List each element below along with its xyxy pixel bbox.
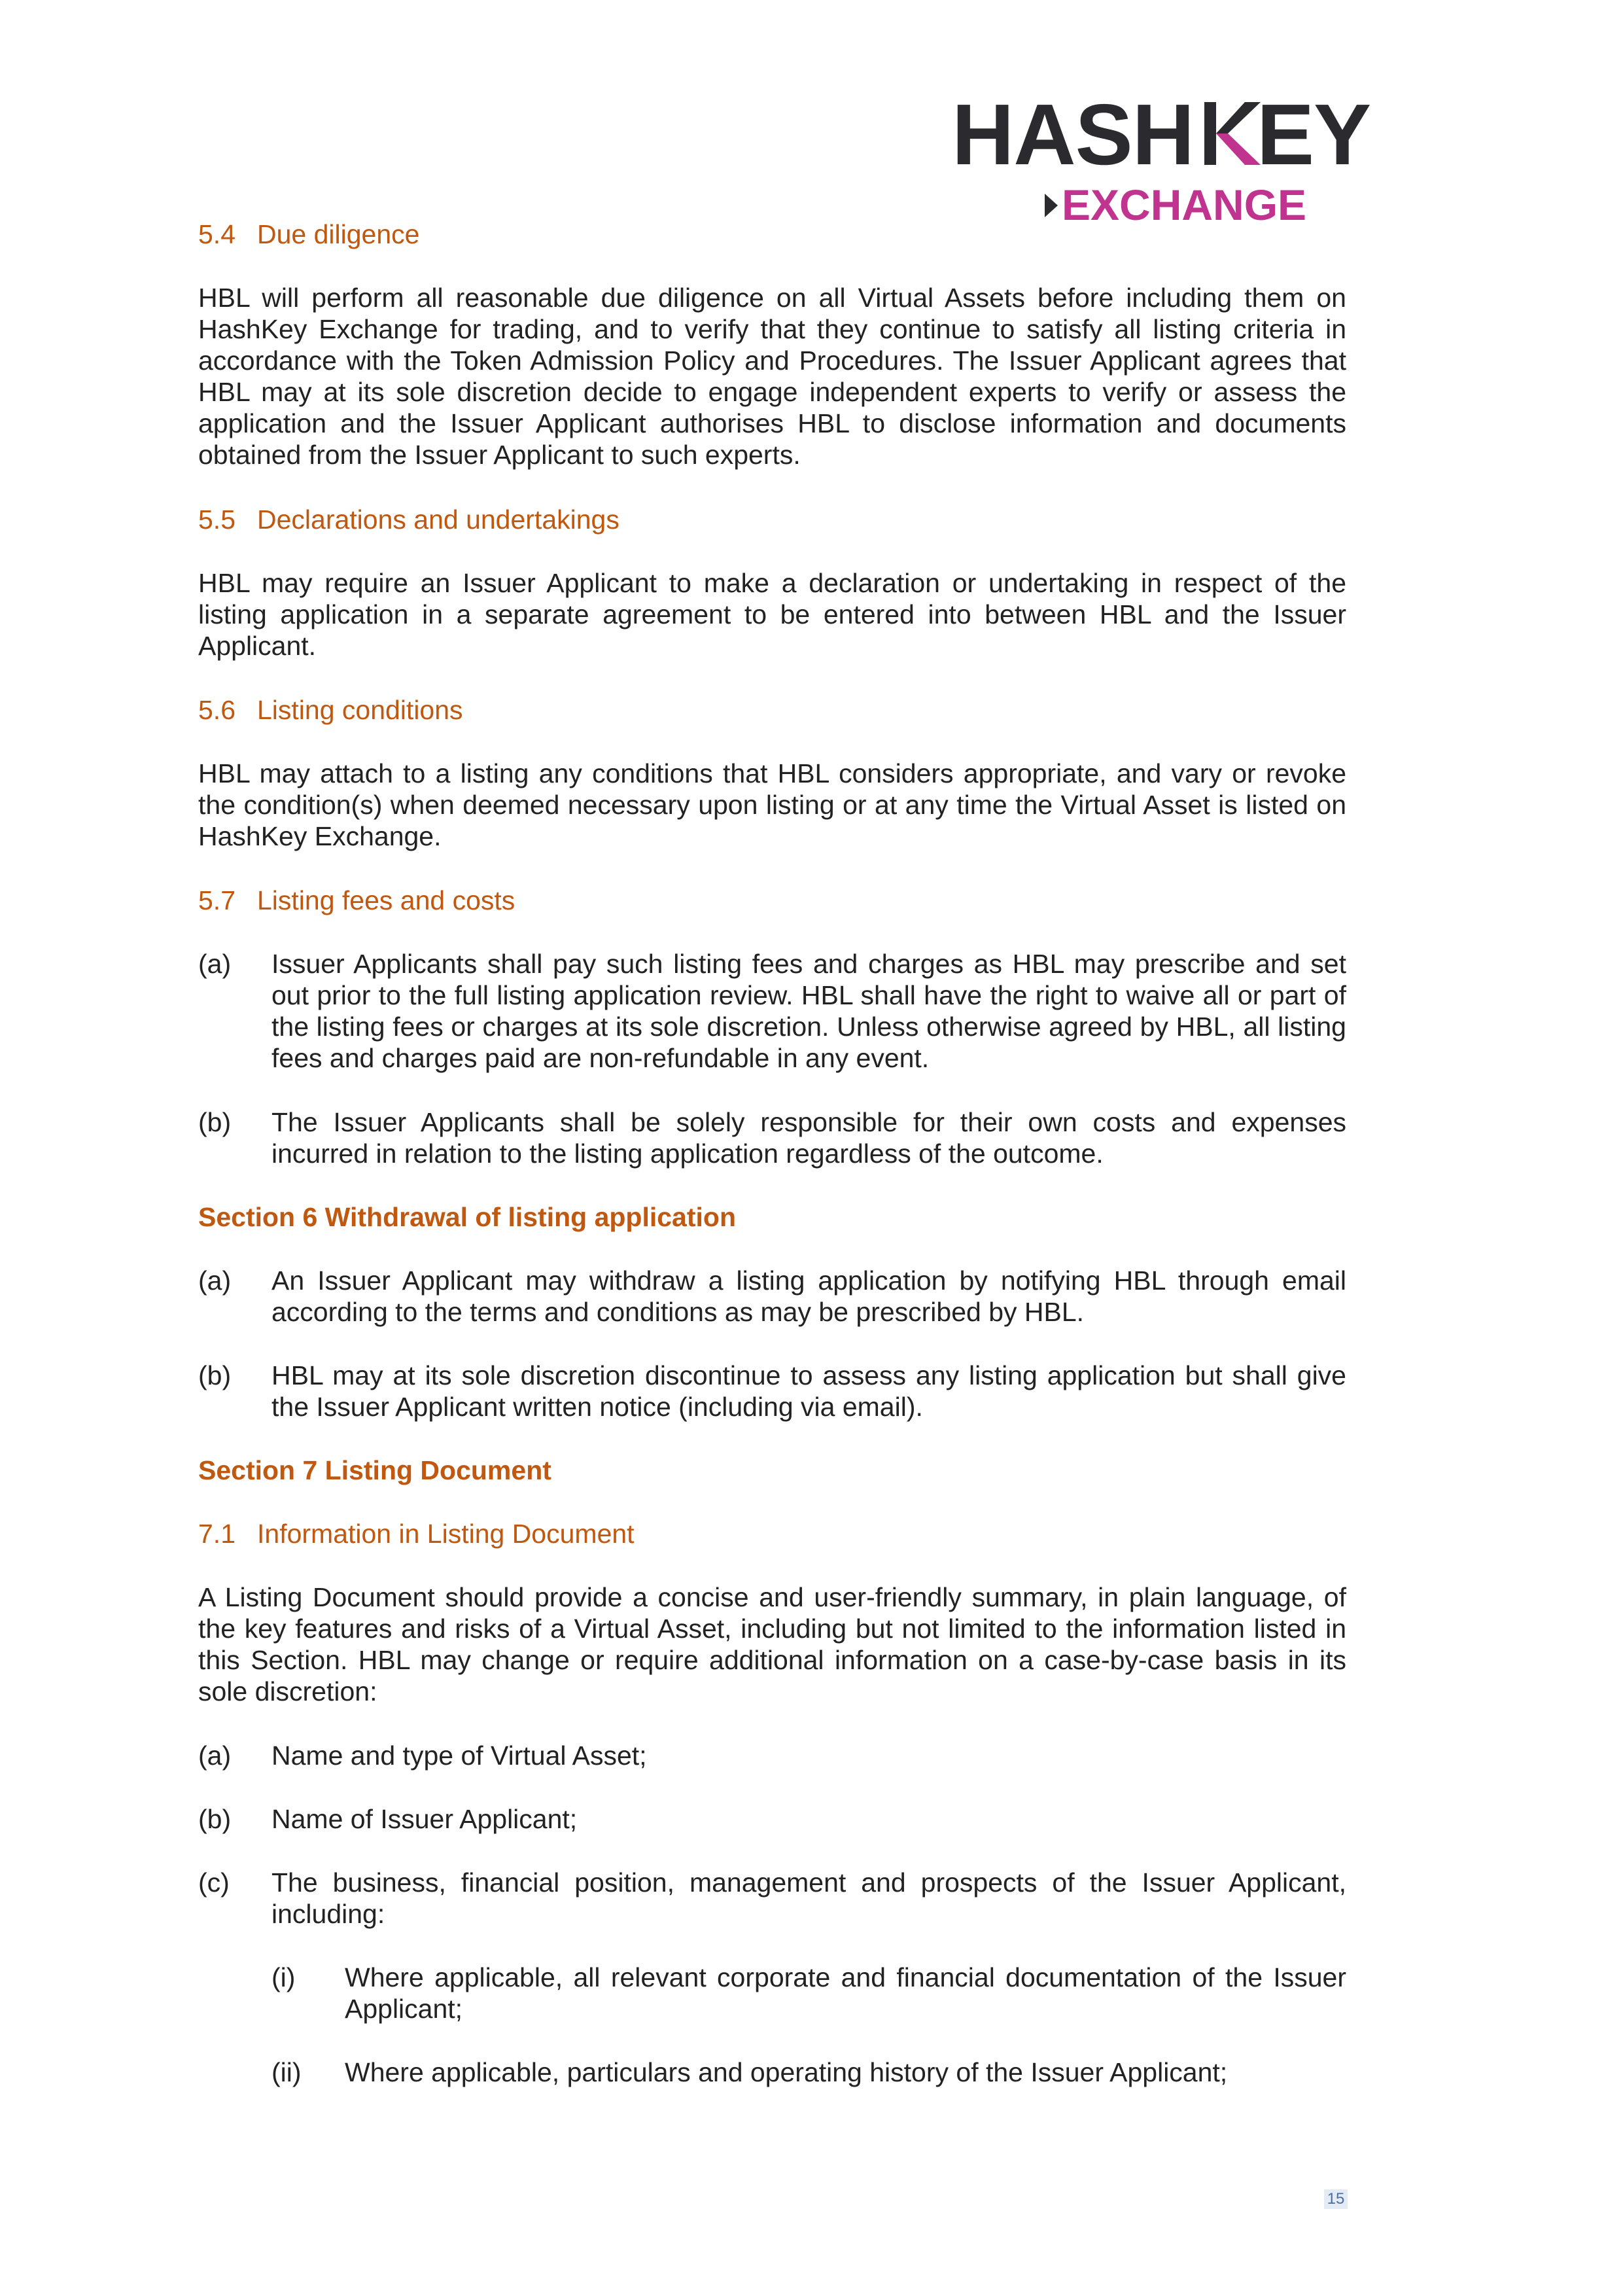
sub-list-item [271, 2057, 1346, 2088]
list-item-label: (b) [198, 1360, 232, 1390]
paragraph-due-diligence: HBL will perform all reasonable due diligence on all Virtual Assets before including them on HashKey Exchange for trading, and to verify that they continue to satisfy all listing criteria in accordance with the Token Admission Policy and Procedures. The Issuer Applicant agrees that HBL may at its sole discretion decide to engage independent experts to verify or assess the application and the Issuer Applicant authorises HBL to disclose information and documents obtained from the Issuer Applicant to such experts. [198, 283, 1346, 470]
heading-title: Declarations and undertakings [257, 504, 620, 535]
section-7-heading: Section 7 Listing Document [198, 1455, 551, 1485]
heading-number: 7.1 [198, 1519, 236, 1549]
heading-7-1 [198, 1518, 1346, 1549]
list-item-label: (b) [198, 1107, 232, 1137]
sub-list-item-label: (i) [271, 1962, 296, 1992]
heading-number: 5.7 [198, 885, 236, 915]
list-item [198, 1867, 1346, 1930]
paragraph-listing-document: A Listing Document should provide a concise and user-friendly summary, in plain language, of the key features and risks of a Virtual Asset, including but not limited to the information listed in this Section. HBL may change or require additional information on a case-by-case basis in its sole discretion: [198, 1582, 1346, 1706]
heading-5-7 [198, 885, 1346, 916]
list-item [198, 1265, 1346, 1328]
list-item-text: An Issuer Applicant may withdraw a listing application by notifying HBL through email according to the terms and conditions as may be prescribed by HBL. [271, 1265, 1346, 1327]
heading-number: 5.4 [198, 219, 236, 249]
sub-list-item-text: Where applicable, all relevant corporate and financial documentation of the Issuer Applicant; [345, 1962, 1346, 2024]
list-item-label: (b) [198, 1804, 232, 1834]
logo-subtitle: EXCHANGE [1062, 181, 1307, 229]
heading-title: Listing fees and costs [257, 885, 515, 915]
list-item-text: The Issuer Applicants shall be solely responsible for their own costs and expenses incurred in relation to the listing application regardless of the outcome. [271, 1107, 1346, 1169]
list-item [198, 1740, 1346, 1771]
sub-list-item-text: Where applicable, particulars and operating history of the Issuer Applicant; [345, 2057, 1228, 2087]
list-item [198, 1106, 1346, 1169]
list-item-text: The business, financial position, management and prospects of the Issuer Applicant, including: [271, 1867, 1346, 1929]
list-item-text: Issuer Applicants shall pay such listing fees and charges as HBL may prescribe and set out prior to the full listing application review. HBL shall have the right to waive all or part of the listing fees or charges at its sole discretion. Unless otherwise agreed by HBL, all listing fees and charges paid are non-refundable in any event. [271, 949, 1346, 1073]
list-item-label: (a) [198, 949, 232, 979]
logo-k-icon [1199, 101, 1265, 166]
paragraph-declarations: HBL may require an Issuer Applicant to make a declaration or undertaking in respect of the listing application in a separate agreement to be entered into between HBL and the Issuer Applicant. [198, 568, 1346, 661]
heading-number: 5.5 [198, 504, 236, 535]
heading-title: Due diligence [257, 219, 420, 249]
heading-5-6 [198, 694, 1346, 726]
page-number: 15 [1324, 2189, 1348, 2209]
list-item-text: Name and type of Virtual Asset; [271, 1740, 647, 1771]
hashkey-exchange-logo [952, 86, 1371, 229]
section-6-heading: Section 6 Withdrawal of listing application [198, 1202, 736, 1232]
paragraph-listing-conditions: HBL may attach to a listing any conditions that HBL considers appropriate, and vary or revoke the condition(s) when deemed necessary upon listing or at any time the Virtual Asset is listed on HashKey Exchange. [198, 758, 1346, 851]
sub-list-item [271, 1962, 1346, 2024]
heading-number: 5.6 [198, 695, 236, 725]
sub-list-item-label: (ii) [271, 2057, 302, 2087]
list-item-text: Name of Issuer Applicant; [271, 1804, 578, 1834]
heading-5-4 [198, 219, 1346, 250]
list-item-text: HBL may at its sole discretion discontinue to assess any listing application but shall give the Issuer Applicant written notice (including via email). [271, 1360, 1346, 1422]
heading-title: Listing conditions [257, 695, 463, 725]
list-item [198, 1360, 1346, 1422]
list-item [198, 948, 1346, 1074]
heading-5-5 [198, 504, 1346, 535]
list-item-label: (c) [198, 1867, 230, 1898]
logo-wordmark: HASH EY [952, 86, 1371, 183]
list-item-label: (a) [198, 1265, 232, 1296]
heading-title: Information in Listing Document [257, 1519, 635, 1549]
list-item-label: (a) [198, 1740, 232, 1771]
list-item [198, 1803, 1346, 1835]
